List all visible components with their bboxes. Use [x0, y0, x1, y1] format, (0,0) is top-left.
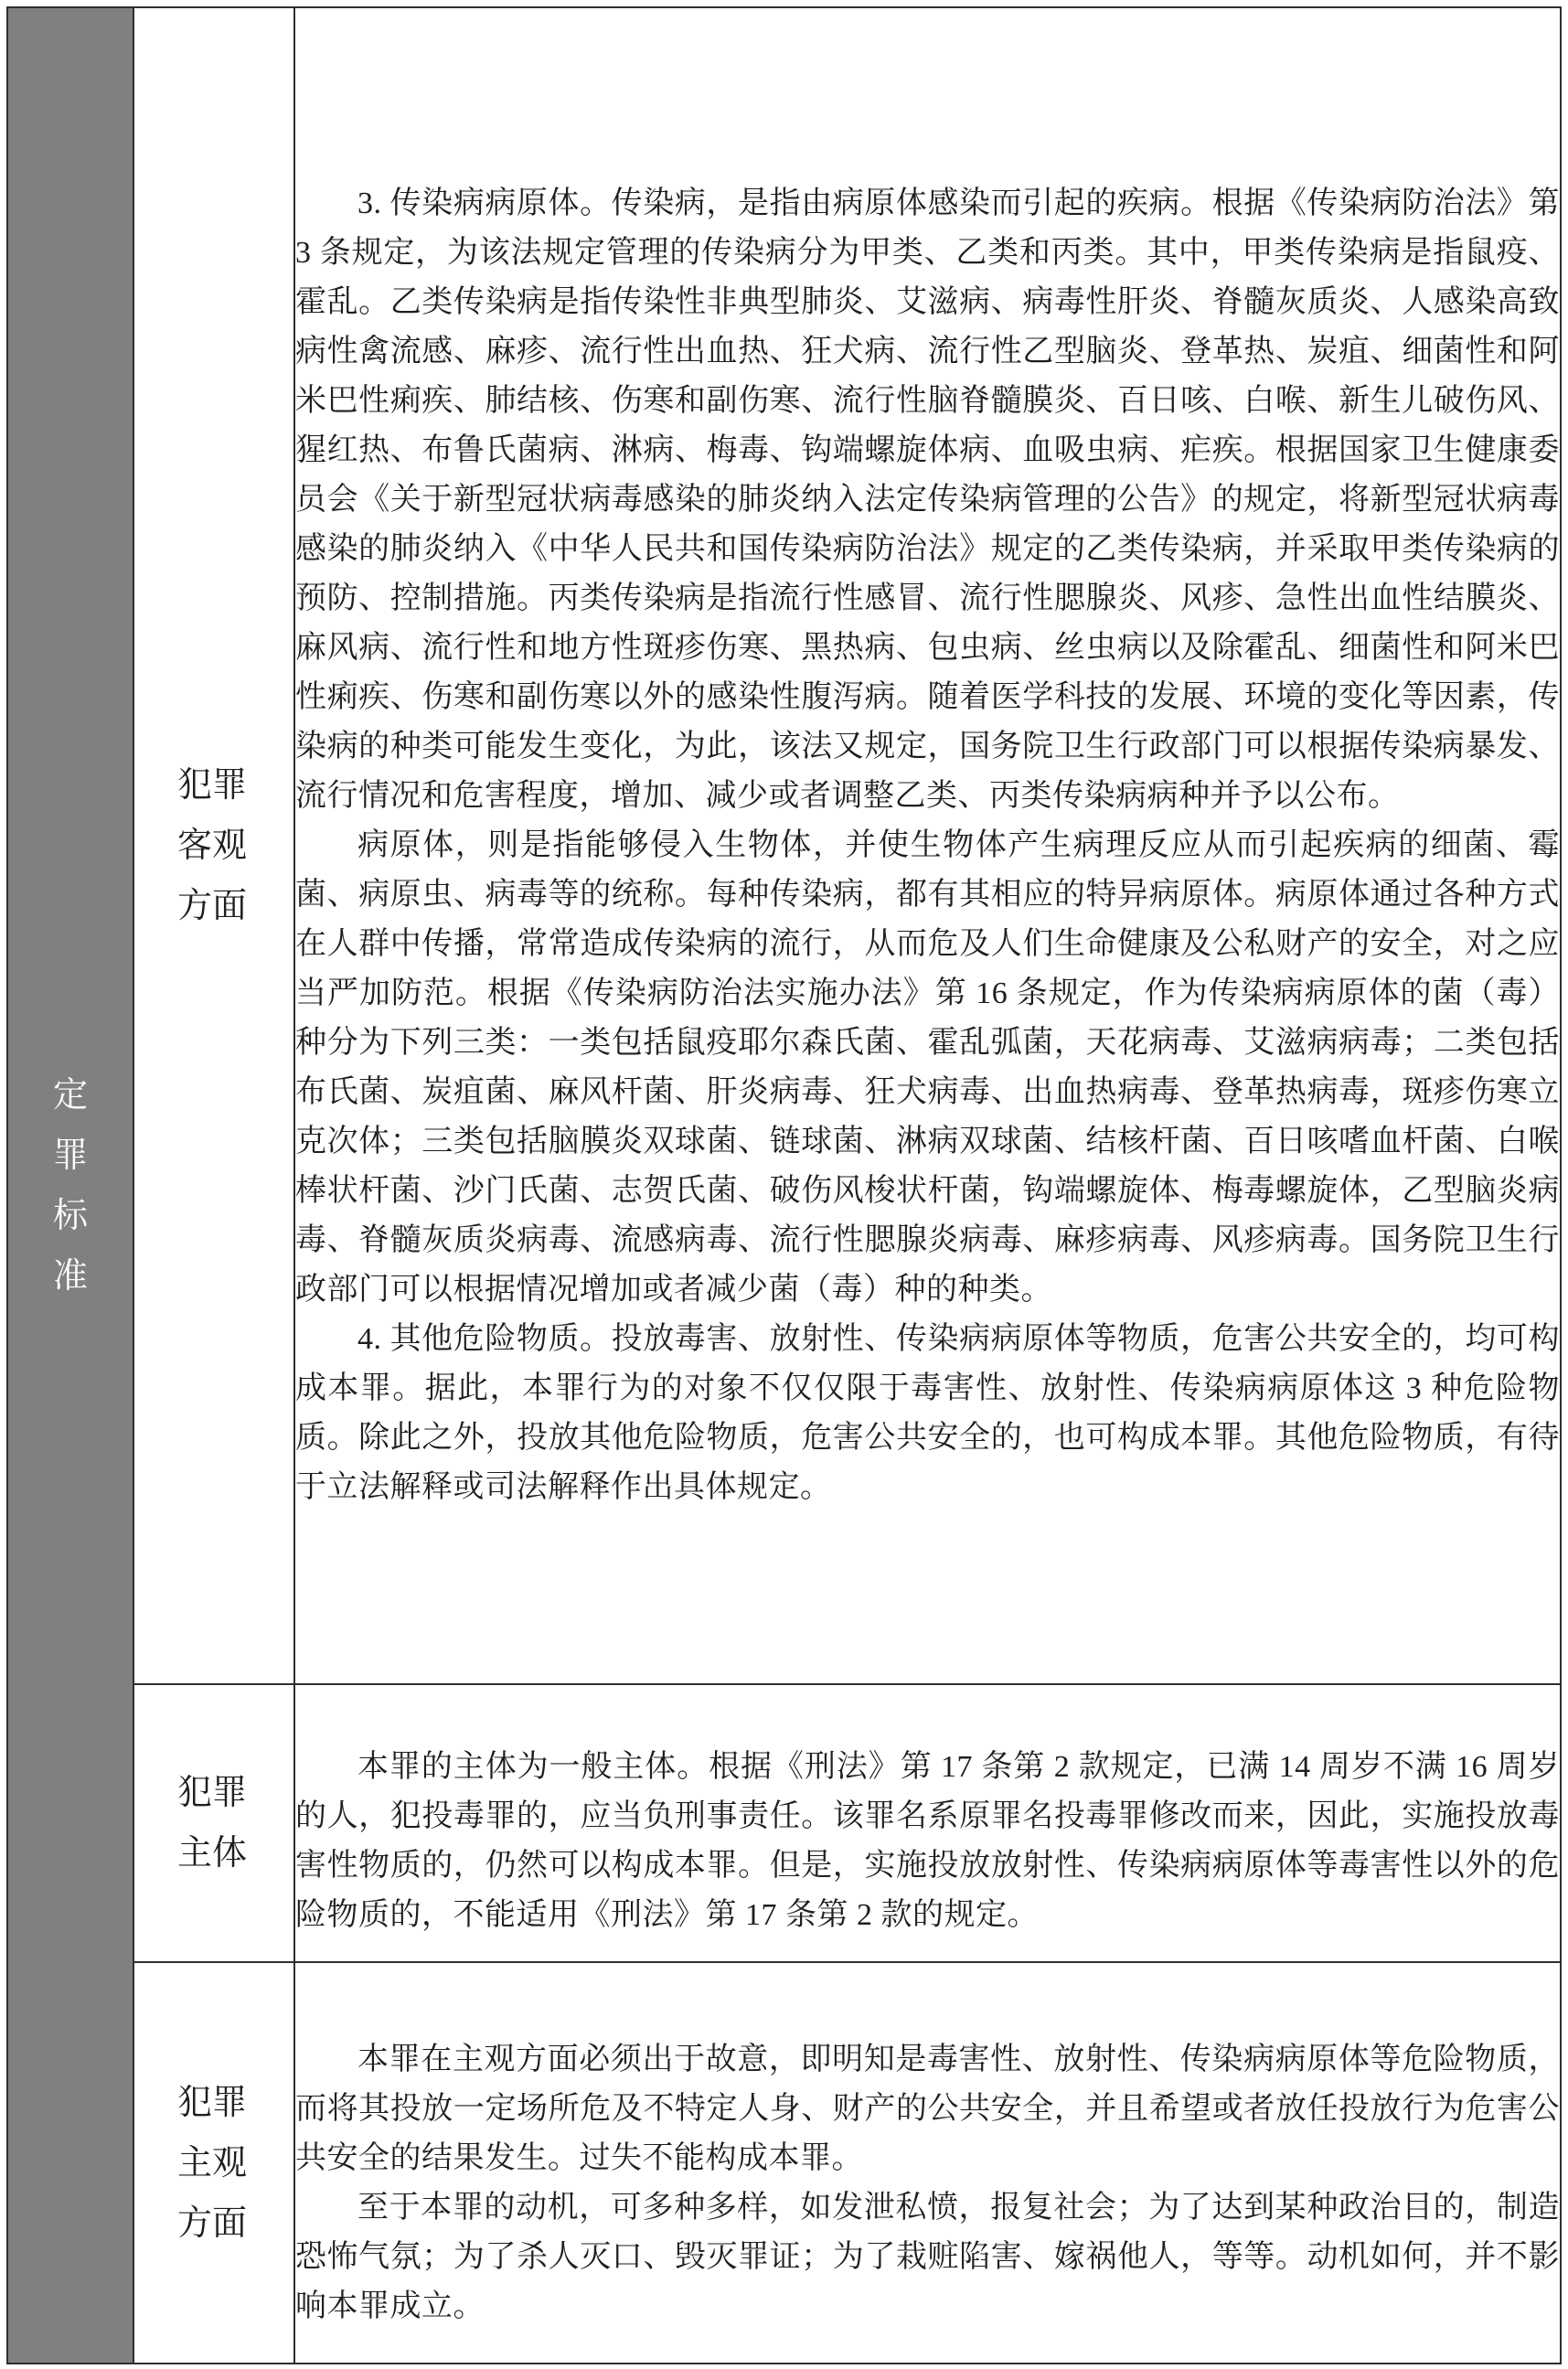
subcategory-label: 犯罪主体 — [177, 1774, 248, 1873]
criminal-standard-table — [6, 6, 1562, 2364]
subcategory-label: 犯罪主观方面 — [177, 2083, 248, 2243]
paragraph: 病原体，则是指能够侵入生物体，并使生物体产生病理反应从而引起疾病的细菌、霉菌、病原虫、病毒等的统称。每种传染病，都有其相应的特异病原体。病原体通过各种方式在人群中传播，常常造成传染病的流行，从而危及人们生命健康及公私财产的安全，对之应当严加防范。根据《传染病防治法实施办法》第 16 条规定，作为传染病病原体的菌（毒）种分为下列三类：一类包括鼠疫耶尔森氏菌、霍乱弧菌，天花病毒、艾滋病病毒；二类包括布氏菌、炭疽菌、麻风杆菌、肝炎病毒、狂犬病毒、出血热病毒、登革热病毒，斑疹伤寒立克次体；三类包括脑膜炎双球菌、链球菌、淋病双球菌、结核杆菌、百日咳嗜血杆菌、白喉棒状杆菌、沙门氏菌、志贺氏菌、破伤风梭状杆菌，钩端螺旋体、梅毒螺旋体，乙型脑炎病毒、脊髓灰质炎病毒、流感病毒、流行性腮腺炎病毒、麻疹病毒、风疹病毒。国务院卫生行政部门可以根据情况增加或者减少菌（毒）种的种类。 — [295, 828, 1560, 1307]
subcategory-label: 犯罪客观方面 — [177, 766, 248, 925]
content-cell-objective — [294, 7, 1561, 1684]
table-row-subject — [7, 1684, 1561, 1962]
paragraph: 4. 其他危险物质。投放毒害、放射性、传染病病原体等物质，危害公共安全的，均可构成本罪。据此，本罪行为的对象不仅仅限于毒害性、放射性、传染病病原体这 3 种危险物质。除此之外，投放其他危险物质，危害公共安全的，也可构成本罪。其他危险物质，有待于立法解释或司法解释作出具体规定。 — [295, 1322, 1560, 1504]
paragraph: 本罪在主观方面必须出于故意，即明知是毒害性、放射性、传染病病原体等危险物质，而将其投放一定场所危及不特定人身、财产的公共安全，并且希望或者放任投放行为危害公共安全的结果发生。过失不能构成本罪。 — [295, 2042, 1560, 2175]
category-label: 定罪标准 — [52, 1075, 88, 1296]
content-cell-subjective — [294, 1962, 1561, 2364]
paragraph: 至于本罪的动机，可多种多样，如发泄私愤，报复社会；为了达到某种政治目的，制造恐怖气氛；为了杀人灭口、毁灭罪证；为了栽赃陷害、嫁祸他人，等等。动机如何，并不影响本罪成立。 — [295, 2190, 1560, 2323]
content-cell-subject — [294, 1684, 1561, 1962]
category-cell — [7, 7, 133, 2364]
table-row-objective — [7, 7, 1561, 1684]
paragraph: 本罪的主体为一般主体。根据《刑法》第 17 条第 2 款规定，已满 14 周岁不满 16 周岁的人，犯投毒罪的，应当负刑事责任。该罪名系原罪名投毒罪修改而来，因此，实施投放毒害性物质的，仍然可以构成本罪。但是，实施投放放射性、传染病病原体等毒害性以外的危险物质的，不能适用《刑法》第 17 条第 2 款的规定。 — [295, 1750, 1560, 1932]
table-row-subjective — [7, 1962, 1561, 2364]
paragraph: 3. 传染病病原体。传染病，是指由病原体感染而引起的疾病。根据《传染病防治法》第 3 条规定，为该法规定管理的传染病分为甲类、乙类和丙类。其中，甲类传染病是指鼠疫、霍乱。乙类传染病是指传染性非典型肺炎、艾滋病、病毒性肝炎、脊髓灰质炎、人感染高致病性禽流感、麻疹、流行性出血热、狂犬病、流行性乙型脑炎、登革热、炭疽、细菌性和阿米巴性痢疾、肺结核、伤寒和副伤寒、流行性脑脊髓膜炎、百日咳、白喉、新生儿破伤风、猩红热、布鲁氏菌病、淋病、梅毒、钩端螺旋体病、血吸虫病、疟疾。根据国家卫生健康委员会《关于新型冠状病毒感染的肺炎纳入法定传染病管理的公告》的规定，将新型冠状病毒感染的肺炎纳入《中华人民共和国传染病防治法》规定的乙类传染病，并采取甲类传染病的预防、控制措施。丙类传染病是指流行性感冒、流行性腮腺炎、风疹、急性出血性结膜炎、麻风病、流行性和地方性斑疹伤寒、黑热病、包虫病、丝虫病以及除霍乱、细菌性和阿米巴性痢疾、伤寒和副伤寒以外的感染性腹泻病。随着医学科技的发展、环境的变化等因素，传染病的种类可能发生变化，为此，该法又规定，国务院卫生行政部门可以根据传染病暴发、流行情况和危害程度，增加、减少或者调整乙类、丙类传染病病种并予以公布。 — [295, 187, 1560, 813]
subcategory-cell-subject — [133, 1684, 294, 1962]
subcategory-cell-subjective — [133, 1962, 294, 2364]
subcategory-cell-objective — [133, 7, 294, 1684]
